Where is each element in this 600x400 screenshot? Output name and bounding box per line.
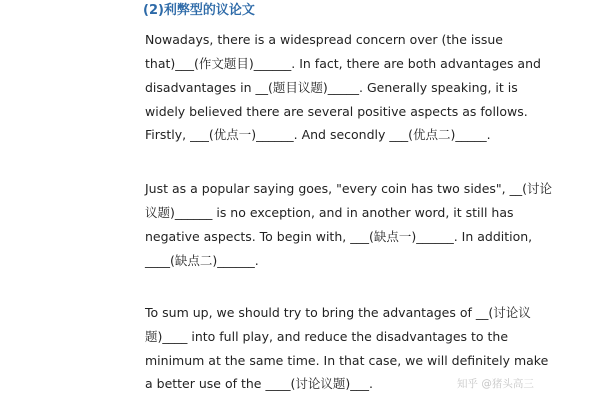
- paragraph-3-line-1: To sum up, we should try to bring the advantages of __(讨论议: [145, 305, 531, 320]
- paragraph-3-line-4: a better use of the ____(讨论议题)___.: [145, 376, 373, 391]
- paragraph-3-line-3: minimum at the same time. In that case, we will definitely make: [145, 353, 549, 368]
- zhihu-watermark: 知乎 @猪头高三: [457, 378, 534, 390]
- paragraph-2-line-4: ____(缺点二)______.: [145, 253, 259, 268]
- paragraph-1-line-1: Nowadays, there is a widespread concern over (the issue: [145, 32, 504, 47]
- paragraph-1-line-2: that)___(作文题目)______. In fact, there are both advantages and: [145, 56, 541, 71]
- paragraph-1-line-5: Firstly, ___(优点一)______. And secondly ___(优点二)_____.: [145, 127, 491, 142]
- paragraph-2-line-3: negative aspects. To begin with, ___(缺点一)______. In addition,: [145, 229, 533, 244]
- paragraph-3-line-2: 题)____ into full play, and reduce the disadvantages to the: [145, 329, 509, 344]
- paragraph-1-line-4: widely believed there are several positive aspects as follows.: [145, 104, 528, 119]
- paragraph-2-line-2: 议题)______ is no exception, and in another word, it still has: [145, 205, 514, 220]
- section-heading: (2)利弊型的议论文: [143, 3, 255, 18]
- paragraph-1-line-3: disadvantages in __(题目议题)_____. Generally speaking, it is: [145, 80, 518, 95]
- paragraph-2-line-1: Just as a popular saying goes, "every coin has two sides", __(讨论: [145, 181, 553, 196]
